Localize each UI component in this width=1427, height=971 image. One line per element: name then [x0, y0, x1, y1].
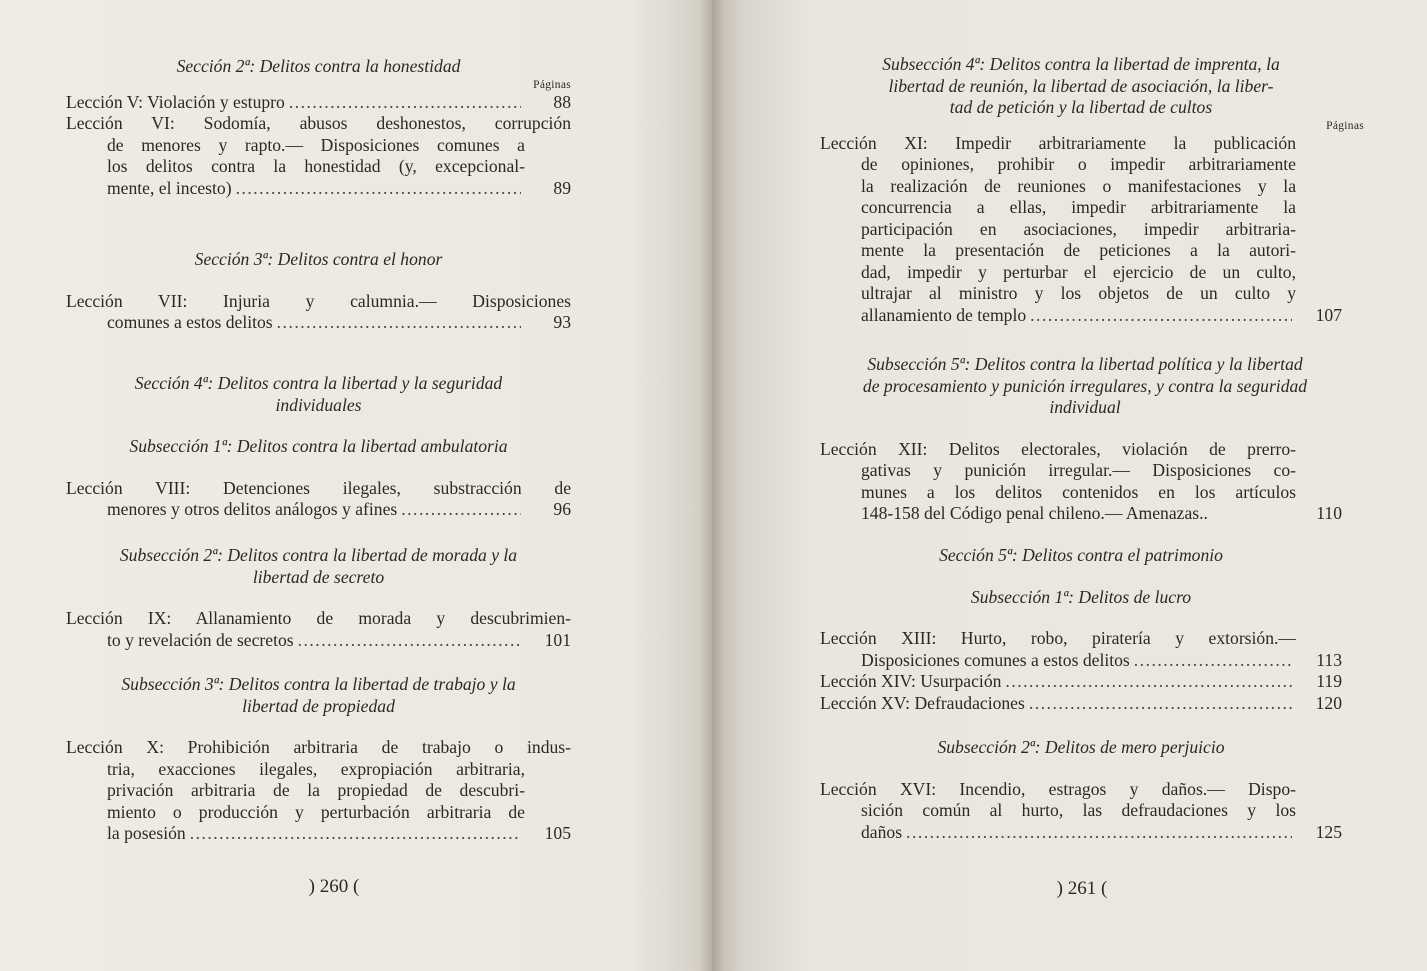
entry-text: daños — [861, 821, 903, 842]
subsection-heading: Subsección 2ª: Delitos de mero perjuicio — [937, 737, 1225, 757]
section-heading: Sección 5ª: Delitos contra el patrimonio — [939, 545, 1223, 565]
page-number: 113 — [1316, 649, 1342, 670]
dot-leader — [401, 499, 521, 521]
toc-entry-leccion-v — [66, 92, 571, 114]
entry-line: de menores y rapto.— Disposiciones comunes a — [107, 134, 525, 155]
page-number: 119 — [1316, 671, 1342, 691]
entry-line: la realización de reuniones o manifestaciones y la — [861, 175, 1296, 196]
entry-line: participación en asociaciones, impedir arbitraria- — [861, 218, 1296, 239]
toc-entry-leccion-xii — [820, 439, 1342, 525]
entry-text: to y revelación de secretos — [107, 629, 294, 650]
right-column — [820, 737, 1342, 843]
dot-leader — [1005, 671, 1292, 693]
toc-entry-leccion-xv — [820, 693, 1342, 715]
entry-line: los delitos contra la honestidad (y, excepcional- — [107, 156, 525, 176]
entry-line: Lección X: Prohibición arbitraria de trabajo o indus- — [66, 737, 571, 757]
entry-text: mente, el incesto) — [107, 177, 232, 198]
subsection-heading: tad de petición y la libertad de cultos — [949, 97, 1213, 117]
right-page — [712, 0, 1427, 971]
page-number: 96 — [553, 499, 571, 519]
entry-line: privación arbitraria de la propiedad de descubri- — [107, 780, 525, 800]
toc-entry-leccion-vi — [66, 113, 571, 199]
entry-text: comunes a estos delitos — [107, 312, 273, 332]
dot-leader — [1030, 305, 1292, 327]
entry-line: Lección IX: Allanamiento de morada y descubrimien- — [66, 608, 571, 628]
toc-entry-leccion-xi — [820, 133, 1342, 327]
dot-leader — [190, 823, 521, 845]
entry-line: ultrajar al ministro y los objetos de un culto y — [861, 283, 1296, 303]
section-heading: Sección 3ª: Delitos contra el honor — [194, 249, 443, 269]
entry-text: 148-158 del Código penal chileno.— Amenazas.. — [861, 503, 1208, 523]
right-column — [820, 354, 1350, 525]
entry-line: mente la presentación de peticiones a la autori- — [861, 240, 1296, 260]
page-folio: ) 260 ( — [308, 876, 360, 897]
pages-label: Páginas — [533, 78, 571, 91]
entry-line: Lección XI: Impedir arbitrariamente la publicación — [820, 132, 1296, 153]
entry-line: sición común al hurto, las defraudaciones y los — [861, 800, 1296, 820]
subsection-heading: libertad de secreto — [252, 566, 385, 587]
entry-text: allanamiento de templo — [861, 304, 1027, 325]
page-number: 101 — [544, 629, 571, 650]
entry-line: Lección VII: Injuria y calumnia.— Disposiciones — [66, 290, 571, 311]
left-column — [66, 373, 571, 521]
page-number: 120 — [1315, 692, 1342, 713]
entry-line: gativas y punición irregular.— Disposiciones co- — [861, 460, 1296, 480]
page-number: 105 — [544, 823, 571, 843]
section-heading: Sección 4ª: Delitos contra la libertad y la seguridad — [134, 373, 503, 393]
subsection-heading: Subsección 4ª: Delitos contra la libertad de imprenta, la — [882, 54, 1280, 74]
entry-line: Lección XII: Delitos electorales, violación de prerro- — [820, 438, 1296, 459]
toc-entry-leccion-xvi — [820, 779, 1342, 844]
entry-text: Lección XIV: Usurpación — [820, 671, 1002, 691]
subsection-heading: Subsección 3ª: Delitos contra la libertad de trabajo y la — [121, 674, 516, 694]
page-number: 125 — [1315, 821, 1342, 842]
entry-text: menores y otros delitos análogos y afines — [107, 499, 398, 519]
entry-line: tria, exacciones ilegales, expropiación arbitraria, — [107, 758, 525, 779]
left-column — [66, 56, 571, 199]
section-heading: Sección 2ª: Delitos contra la honestidad — [176, 56, 461, 76]
dot-leader — [277, 312, 521, 334]
dot-leader — [289, 92, 521, 114]
entry-text: Disposiciones comunes a estos delitos — [861, 649, 1130, 670]
dot-leader — [236, 178, 521, 200]
dot-leader — [1029, 693, 1292, 715]
subsection-heading: libertad de propiedad — [242, 695, 395, 716]
toc-entry-leccion-viii — [66, 478, 571, 521]
gutter-shadow — [700, 0, 724, 971]
right-column — [820, 545, 1342, 714]
page-folio: ) 261 ( — [1056, 878, 1108, 899]
subsection-heading: Subsección 1ª: Delitos de lucro — [970, 586, 1192, 607]
left-column — [66, 545, 571, 651]
entry-text: Lección XV: Defraudaciones — [820, 692, 1025, 713]
toc-entry-leccion-ix — [66, 608, 571, 651]
toc-entry-leccion-xiii — [820, 628, 1342, 671]
page-number: 93 — [553, 312, 571, 332]
entry-line: Lección XVI: Incendio, estragos y daños.— Dispo- — [820, 778, 1296, 799]
left-column — [66, 674, 571, 845]
page-number: 89 — [553, 177, 571, 198]
dot-leader — [1134, 650, 1292, 672]
pages-label: Páginas — [1326, 119, 1364, 132]
toc-entry-leccion-xiv — [820, 671, 1342, 693]
toc-entry-leccion-x — [66, 737, 571, 845]
subsection-heading: individual — [1049, 397, 1121, 417]
subsection-heading: Subsección 2ª: Delitos contra la libertad de morada y la — [119, 545, 518, 565]
right-column — [820, 54, 1364, 326]
toc-entry-leccion-vii — [66, 291, 571, 334]
left-page — [0, 0, 712, 971]
entry-line: munes a los delitos contenidos en los artículos — [861, 481, 1296, 502]
page-number: 107 — [1315, 304, 1342, 325]
entry-line: concurrencia a ellas, impedir arbitrariamente la — [861, 197, 1296, 217]
dot-leader — [906, 822, 1292, 844]
entry-line: miento o producción y perturbación arbitraria de — [107, 801, 525, 822]
section-heading: individuales — [275, 394, 362, 415]
entry-text: la posesión — [107, 823, 186, 843]
entry-text: Lección V: Violación y estupro — [66, 91, 285, 112]
entry-line: Lección VI: Sodomía, abusos deshonestos, corrupción — [66, 113, 571, 133]
subsection-heading: de procesamiento y punición irregulares, y contra la seguridad — [862, 375, 1308, 396]
entry-line: dad, impedir y perturbar el ejercicio de un culto, — [861, 261, 1296, 282]
subsection-heading: Subsección 5ª: Delitos contra la libertad política y la libertad — [867, 354, 1303, 374]
subsection-heading: Subsección 1ª: Delitos contra la libertad ambulatoria — [129, 436, 508, 456]
page-number: 88 — [553, 91, 571, 112]
dot-leader — [298, 630, 521, 652]
subsection-heading: libertad de reunión, la libertad de asociación, la liber- — [888, 75, 1274, 96]
left-column — [66, 249, 571, 334]
page-number: 110 — [1316, 503, 1342, 523]
entry-line: Lección VIII: Detenciones ilegales, substracción de — [66, 477, 571, 498]
entry-line: Lección XIII: Hurto, robo, piratería y extorsión.— — [820, 628, 1296, 648]
entry-line: de opiniones, prohibir o impedir arbitrariamente — [861, 154, 1296, 174]
